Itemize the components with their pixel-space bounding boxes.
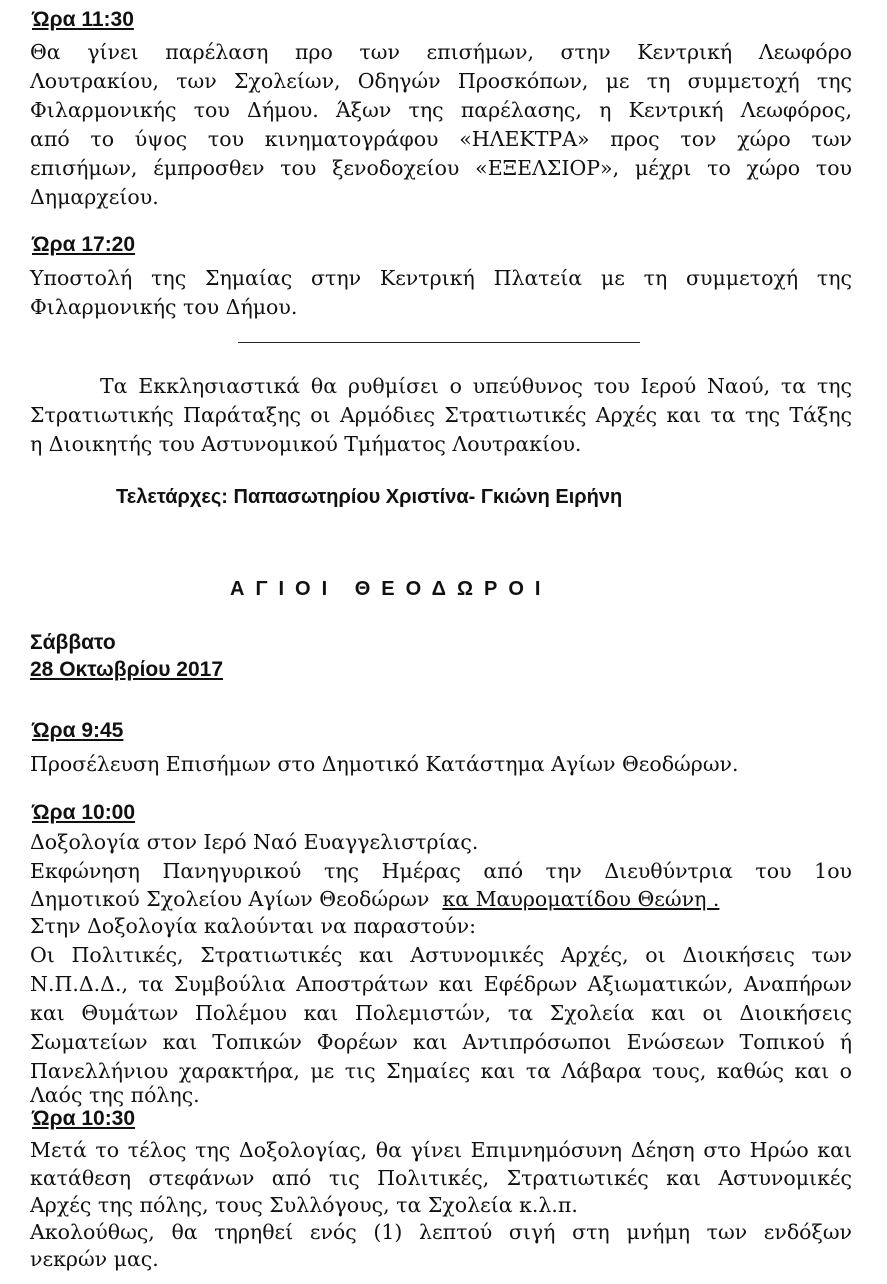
text-line: η Διοικητής του Αστυνομικού Τμήματος Λουτρακίου. xyxy=(30,432,582,456)
text-line: επισήμων, έμπροσθεν του ξενοδοχείου «ΕΞΕΛΣΙΟΡ», μέχρι το χώρο του xyxy=(30,156,852,180)
text-line: και Θυμάτων Πολέμου και Πολεμιστών, τα Σχολεία και οι Διοικήσεις xyxy=(30,1001,852,1025)
text-line: Φιλαρμονικής του Δήμου. xyxy=(30,295,298,319)
text-line: Δοξολογία στον Ιερό Ναό Ευαγγελιστρίας. xyxy=(30,830,479,854)
text-line: Λαός της πόλης. xyxy=(30,1083,200,1107)
ceremony-masters: Τελετάρχες: Παπασωτηρίου Χριστίνα- Γκιώνη Ειρήνη xyxy=(116,486,623,508)
text-line: Προσέλευση Επισήμων στο Δημοτικό Κατάστημα Αγίων Θεοδώρων. xyxy=(30,752,739,776)
text-line: Θα γίνει παρέλαση προ των επισήμων, στην Κεντρική Λεωφόρο xyxy=(30,40,852,64)
text-line: Πανελλήνιου χαρακτήρα, με τις Σημαίες και τα Λάβαρα τους, καθώς και ο xyxy=(30,1059,852,1083)
text-line: Δημαρχείου. xyxy=(30,185,159,209)
time-heading: Ώρα 10:30 xyxy=(32,1107,136,1130)
text-line: κατάθεση στεφάνων από τις Πολιτικές, Στρατιωτικές και Αστυνομικές xyxy=(30,1166,852,1190)
date-label: 28 Οκτωβρίου 2017 xyxy=(30,658,224,681)
text-line: Εκφώνηση Πανηγυρικού της Ημέρας από την Διευθύντρια του 1ου xyxy=(30,859,852,883)
text-line: Οι Πολιτικές, Στρατιωτικές και Αστυνομικές Αρχές, οι Διοικήσεις των xyxy=(30,943,852,967)
time-heading: Ώρα 9:45 xyxy=(32,719,124,742)
text-line: Λουτρακίου, των Σχολείων, Οδηγών Προσκόπων, με τη συμμετοχή της xyxy=(30,69,852,93)
day-label: Σάββατο xyxy=(30,631,116,654)
speaker-name: κα Μαυροματίδου Θεώνη . xyxy=(442,887,720,911)
divider xyxy=(238,342,640,343)
text-line: από το ύψος του κινηματογράφου «ΗΛΕΚΤΡΑ» προς τον χώρο των xyxy=(30,127,852,151)
text-line: Υποστολή της Σημαίας στην Κεντρική Πλατεία με τη συμμετοχή της xyxy=(30,266,852,290)
text-line: Αρχές της πόλης, τους Συλλόγους, τα Σχολεία κ.λ.π. xyxy=(30,1193,578,1217)
text-line: Φιλαρμονικής του Δήμου. Άξων της παρέλασης, η Κεντρική Λεωφόρος, xyxy=(30,98,852,122)
time-heading: Ώρα 10:00 xyxy=(32,801,136,824)
time-heading: Ώρα 17:20 xyxy=(32,233,136,256)
text-line xyxy=(30,885,719,913)
text-line: Τα Εκκλησιαστικά θα ρυθμίσει ο υπεύθυνος του Ιερού Ναού, τα της xyxy=(100,374,852,398)
text-line: Μετά το τέλος της Δοξολογίας, θα γίνει Επιμνημόσυνη Δέηση στο Ηρώο και xyxy=(30,1138,852,1162)
text-line: Σωματείων και Τοπικών Φορέων και Αντιπρόσωποι Ενώσεων Τοπικού ή xyxy=(30,1030,852,1054)
text-line: Στην Δοξολογία καλούνται να παραστούν: xyxy=(30,914,477,938)
text-line: Ακολούθως, θα τηρηθεί ενός (1) λεπτού σιγή στη μνήμη των ενδόξων xyxy=(30,1220,852,1244)
text-span: Δημοτικού Σχολείου Αγίων Θεοδώρων xyxy=(30,887,430,911)
text-line: Στρατιωτικής Παράταξης οι Αρμόδιες Στρατιωτικές Αρχές και τα της Τάξης xyxy=(30,403,852,427)
text-line: νεκρών μας. xyxy=(30,1247,159,1271)
place-heading: ΑΓΙΟΙ ΘΕΟΔΩΡΟΙ xyxy=(230,578,552,600)
text-line: Ν.Π.Δ.Δ., τα Συμβούλια Αποστράτων και Εφέδρων Αξιωματικών, Αναπήρων xyxy=(30,972,852,996)
time-heading: Ώρα 11:30 xyxy=(32,8,134,31)
